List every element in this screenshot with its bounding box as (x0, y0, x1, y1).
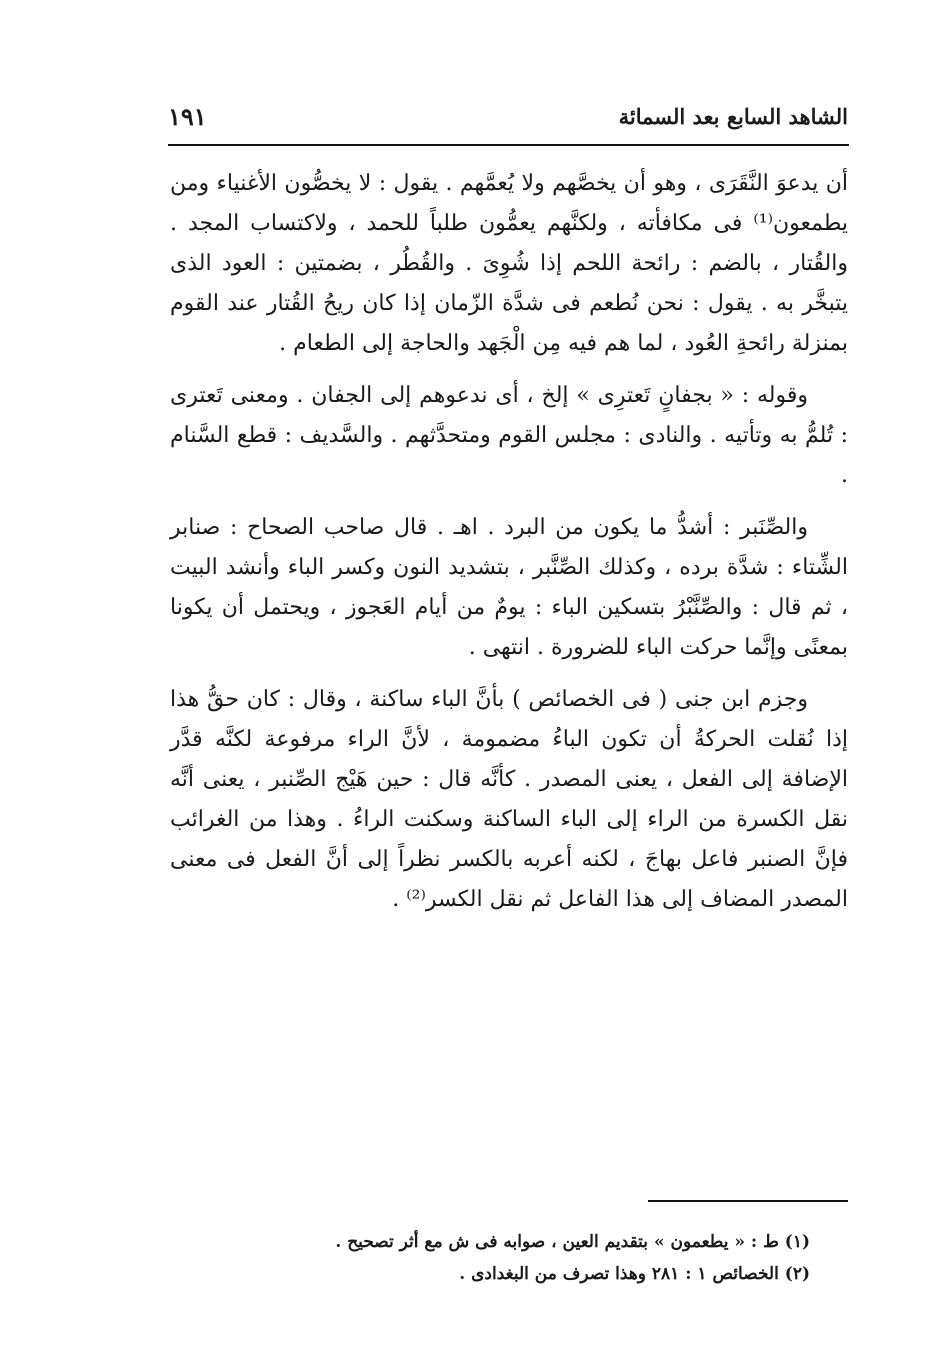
running-title: الشاهد السابع بعد السمائة (618, 104, 848, 129)
page-header (168, 104, 848, 144)
paragraph-4: وجزم ابن جنى ( فى الخصائص ) بأنَّ الباء ساكنة ، وقال : كان حقُّ هذا إذا نُقلت الحركةُ أن تكون الباءُ مضمومة ، لأنَّ الراء مرفوعة لكنَّه قدَّر الإضافة إلى الفعل ، يعنى المصدر . كأنَّه قال : حين هَيْج الصِّنبر ، يعنى أنَّه نقل الكسرة من الراء إلى الباء الساكنة وسكنت الراءُ . وهذا من الغرائب فإنَّ الصنبر فاعل بهاجَ ، لكنه أعربه بالكسر نظراً إلى أنَّ الفعل فى معنى المصدر المضاف إلى هذا الفاعل ثم نقل الكسر⁽²⁾ . (170, 687, 848, 912)
footnote-2: (٢) الخصائص ١ : ٢٨١ وهذا تصرف من البغدادى . (459, 1264, 810, 1284)
page-number: ١٩١ (168, 102, 207, 131)
footnotes (170, 1226, 810, 1290)
paragraph-2: وقوله : « بجفانٍ تَعترِى » إلخ ، أى ندعوهم إلى الجفان . ومعنى تَعترى : تُلمُّ به وتأتيه . والنادى : مجلس القوم ومتحدَّثهم . والسَّديف : قطع السَّنام . (170, 383, 848, 488)
main-text (170, 164, 848, 932)
paragraph-3: والصِّنَبر : أشدُّ ما يكون من البرد . اهـ . قال صاحب الصحاح : صنابر الشِّتاء : شدَّة برده ، وكذلك الصِّنَّبر ، بتشديد النون وكسر الباء وأنشد البيت ، ثم قال : والصِّنَّبْرُ بتسكين الباء : يومٌ من أيام العَجوز ، ويحتمل أن يكونا بمعنًى وإنَّما حركت الباء للضرورة . انتهى . (170, 515, 848, 660)
header-rule (168, 144, 849, 146)
paragraph-1: أن يدعوَ النَّقَرَى ، وهو أن يخصَّهم ولا يُعمَّهم . يقول : لا يخصُّون الأغنياء ومن يطمعون⁽¹⁾ فى مكافأته ، ولكنَّهم يعمُّون طلباً للحمد ، ولاكتساب المجد . والقُتار ، بالضم : رائحة اللحم إذا شُوِىَ . والقُطُر ، بضمتين : العود الذى يتبخَّر به . يقول : نحن نُطعم فى شدَّة الزّمان إذا كان ريحُ القُتار عند القوم بمنزلة رائحةِ العُود ، لما هم فيه مِن الْجَهد والحاجة إلى الطعام . (170, 171, 848, 356)
footnote-rule (648, 1200, 848, 1202)
footnote-1: (١) ط : « يطعمون » بتقديم العين ، صوابه فى ش مع أثر تصحيح . (335, 1232, 810, 1252)
